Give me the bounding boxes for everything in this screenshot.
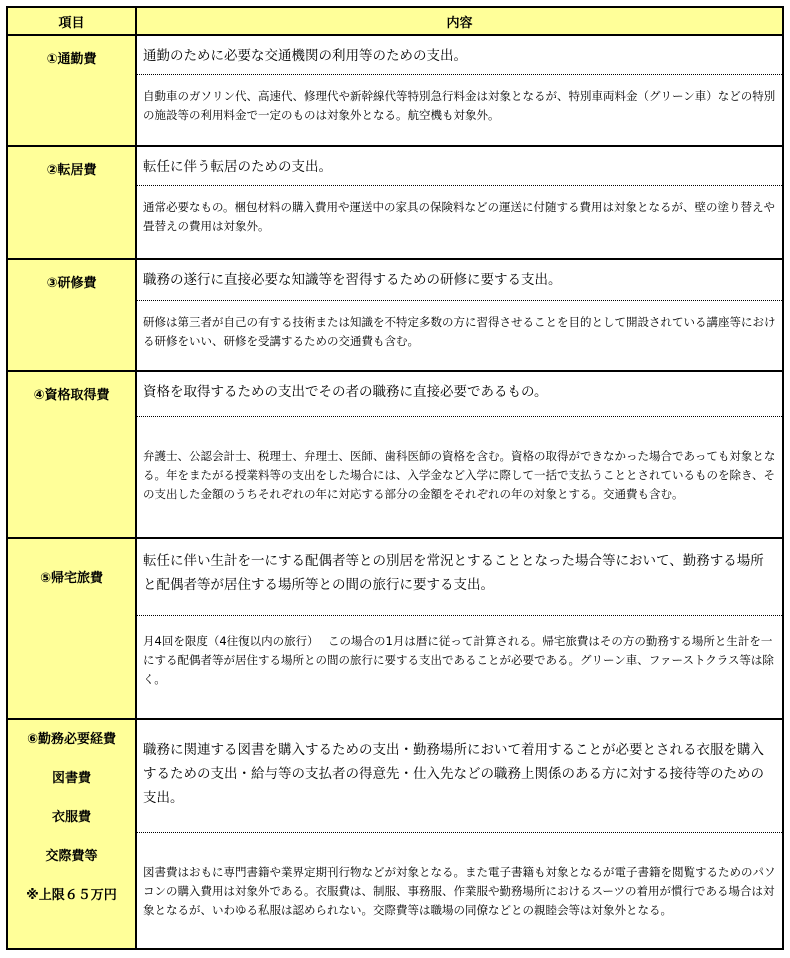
- row-content-cell: [136, 146, 783, 259]
- row-sublabel: 衣服費: [51, 810, 91, 825]
- row-main-text: 転任に伴い生計を一にする配偶者等との別居を常況とすることとなった場合等において、勤務する場所と配偶者等が居住する場所等との間の旅行に要する支出。: [143, 553, 764, 593]
- row-label-cell: [7, 538, 136, 719]
- row-content-cell: [136, 35, 783, 146]
- row-label-cell: [7, 719, 136, 949]
- row-main-text: 職務に関連する図書を購入するための支出・勤務場所において着用することが必要とされる衣服を購入するための支出・給与等の支払者の得意先・仕入先などの職務上関係のある方に対する接待等のための支出。: [143, 742, 764, 806]
- table-row: [7, 719, 783, 949]
- row-label: ⑤帰宅旅費: [39, 571, 103, 586]
- row-note-text: 図書費はおもに専門書籍や業界定期刊行物などが対象となる。また電子書籍も対象となるが電子書籍を閲覧するためのパソコンの購入費用は対象外である。衣服費は、制服、事務服、作業服や勤務場所におけるスーツの着用が慣行である場合は対象となるが、いわゆる私服は認められない。交際費等は職場の同僚などとの親睦会等は対象外となる。: [143, 865, 776, 917]
- row-label: ①通勤費: [46, 52, 97, 67]
- expense-table: [6, 6, 784, 950]
- table-row: [7, 35, 783, 146]
- row-content-cell: [136, 371, 783, 538]
- row-main-text: 転任に伴う転居のための支出。: [143, 159, 332, 175]
- row-label: ⑥勤務必要経費: [26, 732, 116, 747]
- row-label-cell: [7, 259, 136, 371]
- row-note-text: 月4回を限度（4往復以内の旅行） この場合の1月は暦に従って計算される。帰宅旅費はその方の勤務する場所と生計を一にする配偶者等が居住する場所との間の旅行に要する支出であることが必要である。グリーン車、ファーストクラス等は除く。: [143, 634, 774, 686]
- table-row: [7, 371, 783, 538]
- row-note-text: 研修は第三者が自己の有する技術または知識を不特定多数の方に習得させることを目的として開設されている講座等における研修をいい、研修を受講するための交通費も含む。: [143, 315, 776, 348]
- row-content-cell: [136, 259, 783, 371]
- row-label: ③研修費: [46, 276, 97, 291]
- header-content: 内容: [136, 7, 783, 35]
- row-main-text: 通勤のために必要な交通機関の利用等のための支出。: [143, 48, 467, 64]
- row-sublabel: 図書費: [51, 771, 91, 786]
- row-label-cell: [7, 35, 136, 146]
- table-row: [7, 146, 783, 259]
- row-note-text: 自動車のガソリン代、高速代、修理代や新幹線代等特別急行料金は対象となるが、特別車両料金（グリーン車）などの特別の施設等の利用料金で一定のものは対象外となる。航空機も対象外。: [143, 89, 776, 122]
- row-main-text: 職務の遂行に直接必要な知識等を習得するための研修に要する支出。: [143, 272, 562, 288]
- table-header-row: [7, 7, 783, 35]
- row-note-text: 通常必要なもの。梱包材料の購入費用や運送中の家具の保険料などの運送に付随する費用は対象となるが、壁の塗り替えや畳替えの費用は対象外。: [143, 200, 776, 233]
- row-label: ④資格取得費: [33, 388, 110, 403]
- row-label-cell: [7, 371, 136, 538]
- table-row: [7, 259, 783, 371]
- row-label-cell: [7, 146, 136, 259]
- row-content-cell: [136, 538, 783, 719]
- header-item: 項目: [7, 7, 136, 35]
- row-sublabel: 交際費等: [45, 849, 98, 864]
- row-label: ②転居費: [46, 163, 97, 178]
- limit-note: ※上限６５万円: [26, 888, 117, 903]
- table-row: [7, 538, 783, 719]
- row-note-text: 弁護士、公認会計士、税理士、弁理士、医師、歯科医師の資格を含む。資格の取得ができなかった場合であっても対象となる。年をまたがる授業料等の支出をした場合には、入学金など入学に際して一括で支払うこととされているものを除き、その支出した金額のうちそれぞれの年に対応する部分の金額をそれぞれの年の対象とする。交通費も含む。: [143, 449, 776, 501]
- row-content-cell: [136, 719, 783, 949]
- row-main-text: 資格を取得するための支出でその者の職務に直接必要であるもの。: [143, 384, 548, 400]
